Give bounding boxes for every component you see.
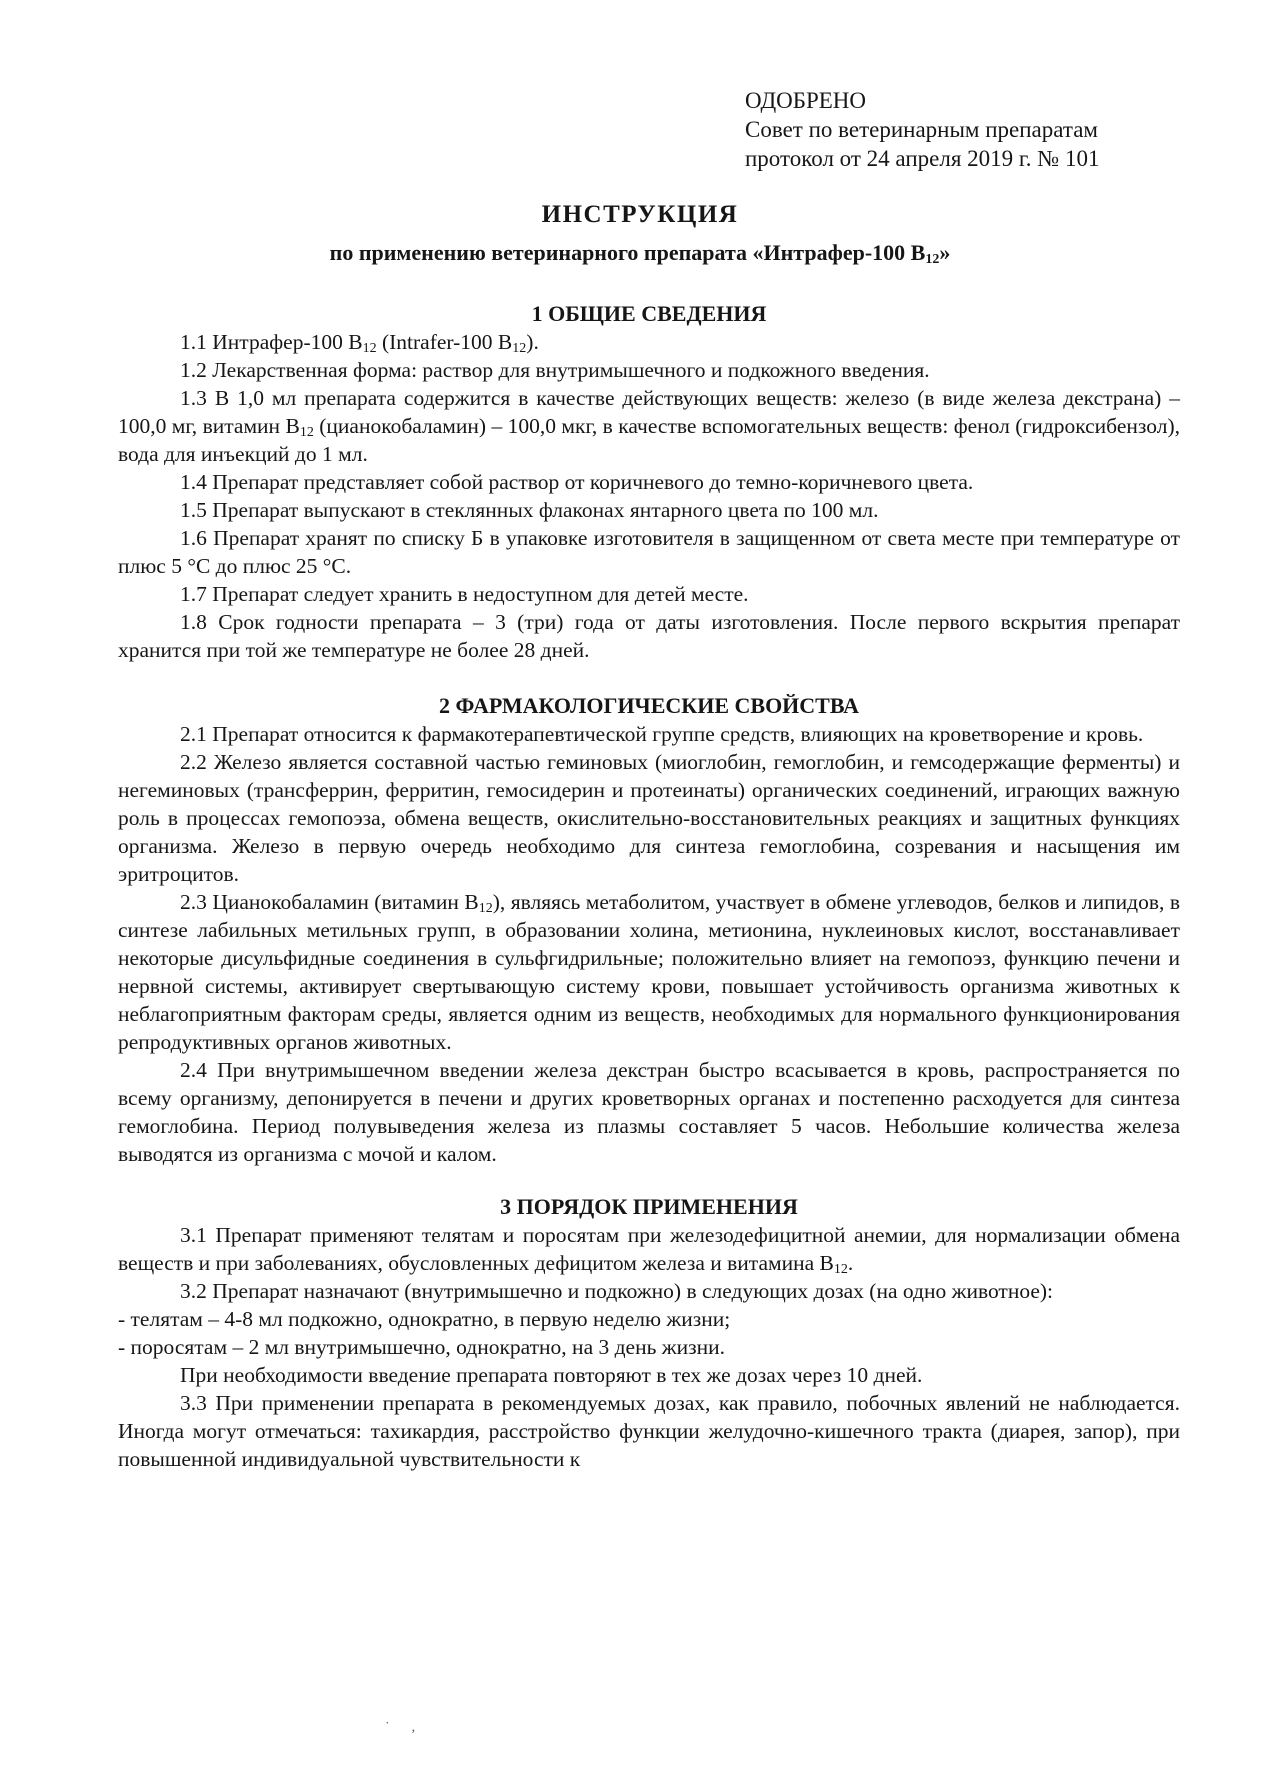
subscript: 12: [299, 425, 314, 440]
paragraph-1-4: 1.4 Препарат представляет собой раствор от коричневого до темно-коричневого цвета.: [180, 470, 974, 494]
paragraph-1-6: 1.6 Препарат хранят по списку Б в упаковке изготовителя в защищенном от света месте при температуре от плюс 5 °С до плюс 25 °С.: [118, 526, 1180, 578]
text-run: 1.1 Интрафер-100 В: [180, 330, 363, 354]
paragraph-1-5: 1.5 Препарат выпускают в стеклянных флаконах янтарного цвета по 100 мл.: [180, 498, 879, 522]
paragraph-1-7: 1.7 Препарат следует хранить в недоступном для детей месте.: [180, 582, 749, 606]
approval-stamp: [745, 86, 1099, 173]
text-run: ), являясь метаболитом, участвует в обмене углеводов, белков и липидов, в синтезе лабильных метильных групп, в образовании холина, метионина, нуклеиновых кислот, восстанавливает некоторые дисульфидные соединения в сульфгидрильные; положительно влияет на гемопоэз, функцию печени и нервной системы, активирует свертывающую систему крови, повышает устойчивость организма животных к неблагоприятным факторам среды, является одним из веществ, необходимых для нормального функционирования репродуктивных органов животных.: [118, 890, 1180, 1054]
approval-body: Совет по ветеринарным препаратам: [745, 117, 1098, 142]
document-subtitle: [6, 238, 1274, 268]
text-run: (цианокобаламин) – 100,0 мкг, в качестве вспомогательных веществ: фенол (гидроксибензол), вода для инъекций до 1 мл.: [118, 414, 1180, 466]
subscript: 12: [833, 1262, 848, 1277]
subscript: 12: [362, 341, 377, 356]
subscript: 12: [478, 901, 493, 916]
paragraph-1-3: [118, 384, 1180, 468]
dose-list-item-piglets: - поросятам – 2 мл внутримышечно, однократно, на 3 день жизни.: [118, 1335, 726, 1359]
text-run: (Intrafer-100 B: [376, 330, 513, 354]
text-run: ).: [526, 330, 539, 354]
text-run: .: [847, 1251, 854, 1275]
section-heading-application: 3 ПОРЯДОК ПРИМЕНЕНИЯ: [500, 1194, 798, 1219]
dose-list-item-calves: - телятам – 4-8 мл подкожно, однократно, в первую неделю жизни;: [118, 1307, 731, 1331]
subtitle-subscript: 12: [925, 252, 940, 267]
subscript: 12: [512, 341, 527, 356]
paragraph-2-4: 2.4 При внутримышечном введении железа декстран быстро всасывается в кровь, распространяется по всему организму, депонируется в печени и других кроветворных органах и постепенно расходуется для синтеза гемоглобина. Период полувыведения железа из плазмы составляет 5 часов. Небольшие количества железа выводятся из организма с мочой и калом.: [118, 1058, 1180, 1166]
paragraph-2-2: 2.2 Железо является составной частью геминовых (миоглобин, гемоглобин, и гемсодержащие ферменты) и негеминовых (трансферрин, ферритин, гемосидерин и протеинаты) органических соединений, играющих важную роль в процессах гемопоэза, обмена веществ, окислительно-восстановительных реакциях и защитных функциях организма. Железо в первую очередь необходимо для синтеза гемоглобина, созревания и насыщения им эритроцитов.: [118, 750, 1180, 886]
section-heading-general: 1 ОБЩИЕ СВЕДЕНИЯ: [531, 301, 767, 326]
paragraph-2-3: [118, 888, 1180, 1056]
paragraph-1-8: 1.8 Срок годности препарата – 3 (три) года от даты изготовления. После первого вскрытия препарат хранится при той же температуре не более 28 дней.: [118, 610, 1180, 662]
text-run: 3.1 Препарат применяют телятам и поросятам при железодефицитной анемии, для нормализации обмена веществ и при заболеваниях, обусловленных дефицитом железа и витамина В: [118, 1223, 1180, 1275]
subtitle-suffix: »: [939, 240, 951, 265]
paragraph-3-1: [118, 1221, 1180, 1277]
subtitle-prefix: по применению ветеринарного препарата «Интрафер-100 В: [329, 240, 926, 265]
paragraph-2-1: 2.1 Препарат относится к фармакотерапевтической группе средств, влияющих на кроветворение и кровь.: [180, 722, 1144, 746]
scan-specks: ˙,: [385, 1720, 438, 1735]
paragraph-1-2: 1.2 Лекарственная форма: раствор для внутримышечного и подкожного введения.: [180, 358, 930, 382]
approval-status: ОДОБРЕНО: [745, 88, 867, 113]
approval-protocol: протокол от 24 апреля 2019 г. № 101: [745, 146, 1100, 171]
document-body: [118, 300, 1180, 1473]
text-run: 1.3 В 1,0 мл препарата содержится в качестве действующих веществ: железо (в виде железа декстрана) – 100,0 мг, витамин В: [118, 386, 1180, 438]
paragraph-3-repeat: При необходимости введение препарата повторяют в тех же дозах через 10 дней.: [180, 1363, 923, 1387]
paragraph-3-3: 3.3 При применении препарата в рекомендуемых дозах, как правило, побочных явлений не наблюдается. Иногда могут отмечаться: тахикардия, расстройство функции желудочно-кишечного тракта (диарея, запор), при повышенной индивидуальной чувствительности к: [118, 1391, 1180, 1471]
section-heading-pharmacology: 2 ФАРМАКОЛОГИЧЕСКИЕ СВОЙСТВА: [438, 693, 860, 718]
text-run: 2.3 Цианокобаламин (витамин В: [180, 890, 479, 914]
paragraph-3-2: 3.2 Препарат назначают (внутримышечно и подкожно) в следующих дозах (на одно животное):: [180, 1279, 1054, 1303]
title-block: [0, 200, 1274, 268]
paragraph-1-1: [118, 328, 1180, 356]
document-title: ИНСТРУКЦИЯ: [541, 201, 739, 228]
